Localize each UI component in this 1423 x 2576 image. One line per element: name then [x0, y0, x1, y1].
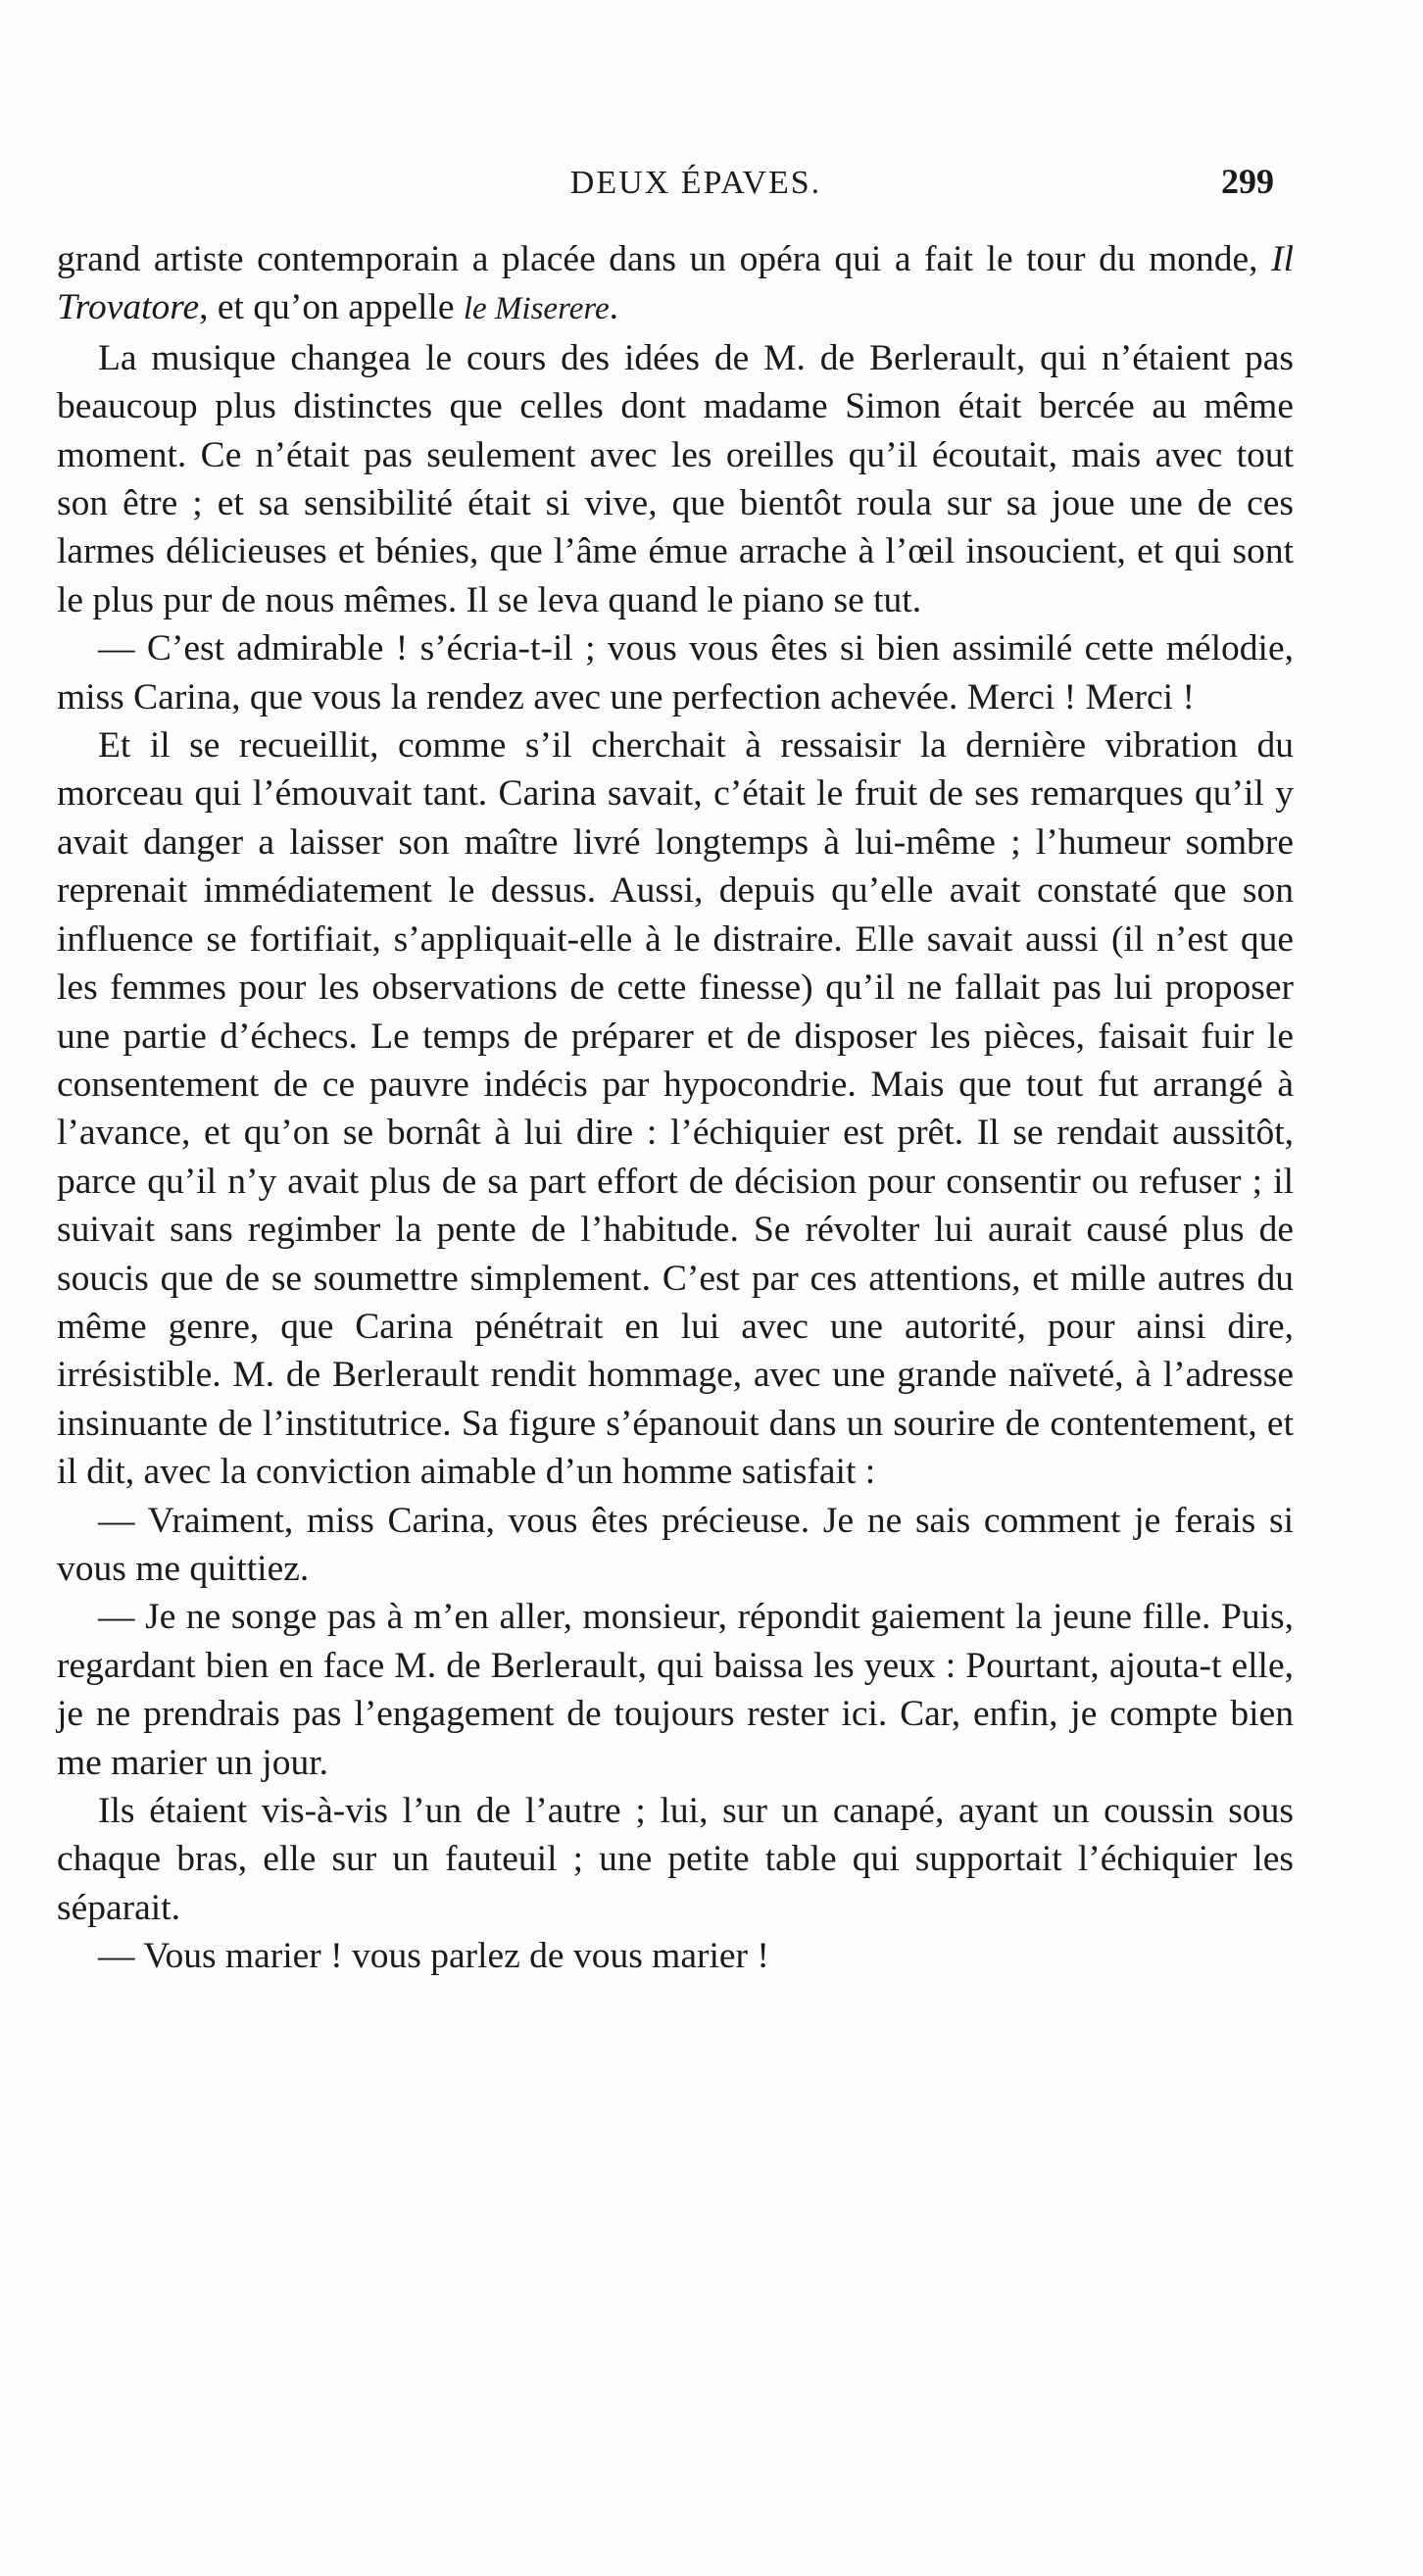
paragraph-text: , et qu’on appelle	[199, 287, 464, 328]
page-header	[59, 162, 1274, 223]
paragraph: Ils étaient vis-à-vis l’un de l’autre ; lui, sur un canapé, ayant un coussin sous chaque bras, elle sur un fauteuil ; une petite table qui supportait l’échiquier les séparait.	[57, 1791, 1294, 1928]
paragraph-text: grand artiste contemporain a placée dans un opéra qui a fait le tour du monde,	[57, 239, 1272, 279]
piece-title: le Miserere	[463, 291, 610, 327]
running-title: DEUX ÉPAVES.	[569, 165, 822, 201]
dialogue-paragraph: — C’est admirable ! s’écria-t-il ; vous vous êtes si bien assimilé cette mélodie, miss Carina, que vous la rendez avec une perfection achevée. Merci ! Merci !	[57, 628, 1294, 718]
dialogue-paragraph: — Vous marier ! vous parlez de vous marier !	[98, 1936, 769, 1977]
paragraph: La musique changea le cours des idées de M. de Berlerault, qui n’étaient pas beaucoup plus distinctes que celles dont madame Simon était bercée au même moment. Ce n’était pas seulement avec les oreilles qu’il écoutait, mais avec tout son être ; et sa sensibilité était si vive, que bientôt roula sur sa joue une de ces larmes délicieuses et bénies, que l’âme émue arrache à l’œil insoucient, et qui sont le plus pur de nous mêmes. Il se leva quand le piano se tut.	[57, 337, 1294, 620]
page-number: 299	[1221, 162, 1274, 201]
dialogue-paragraph: — Je ne songe pas à m’en aller, monsieur, répondit gaiement la jeune fille. Puis, regardant bien en face M. de Berlerault, qui baissa les yeux : Pourtant, ajouta-t elle, je ne prendrais pas l’engagement de toujours rester ici. Car, enfin, je compte bien me marier un jour.	[57, 1597, 1294, 1783]
dialogue-paragraph: — Vraiment, miss Carina, vous êtes précieuse. Je ne sais comment je ferais si vous me quittiez.	[57, 1500, 1294, 1589]
opera-title: Il Trovatore	[57, 239, 1294, 328]
paragraph: Et il se recueillit, comme s’il cherchait à ressaisir la dernière vibration du morceau qui l’émouvait tant. Carina savait, c’était le fruit de ses remarques qu’il y avait danger a laisser son maître livré longtemps à lui-même ; l’humeur sombre reprenait immédiatement le dessus. Aussi, depuis qu’elle avait constaté que son influence se fortifiait, s’appliquait-elle à le distraire. Elle savait aussi (il n’est que les femmes pour les observations de cette finesse) qu’il ne fallait pas lui proposer une partie d’échecs. Le temps de préparer et de disposer les pièces, faisait fuir le consentement de ce pauvre indécis par hypocondrie. Mais que tout fut arrangé à l’avance, et qu’on se bornât à lui dire : l’échiquier est prêt. Il se rendait aussitôt, parce qu’il n’y avait plus de sa part effort de décision pour consentir ou refuser ; il suivait sans regimber la pente de l’habitude. Se révolter lui aurait causé plus de soucis que de se soumettre simplement. C’est par ces attentions, et mille autres du même genre, que Carina pénétrait en lui avec une autorité, pour ainsi dire, irrésistible. M. de Berlerault rendit hommage, avec une grande naïveté, à l’adresse insinuante de l’institutrice. Sa figure s’épanouit dans un sourire de contentement, et il dit, avec la conviction aimable d’un homme satisfait :	[57, 725, 1294, 1493]
paragraph-text: .	[609, 287, 618, 328]
paragraph-continuation	[57, 235, 1294, 334]
body-text	[57, 235, 1294, 1981]
